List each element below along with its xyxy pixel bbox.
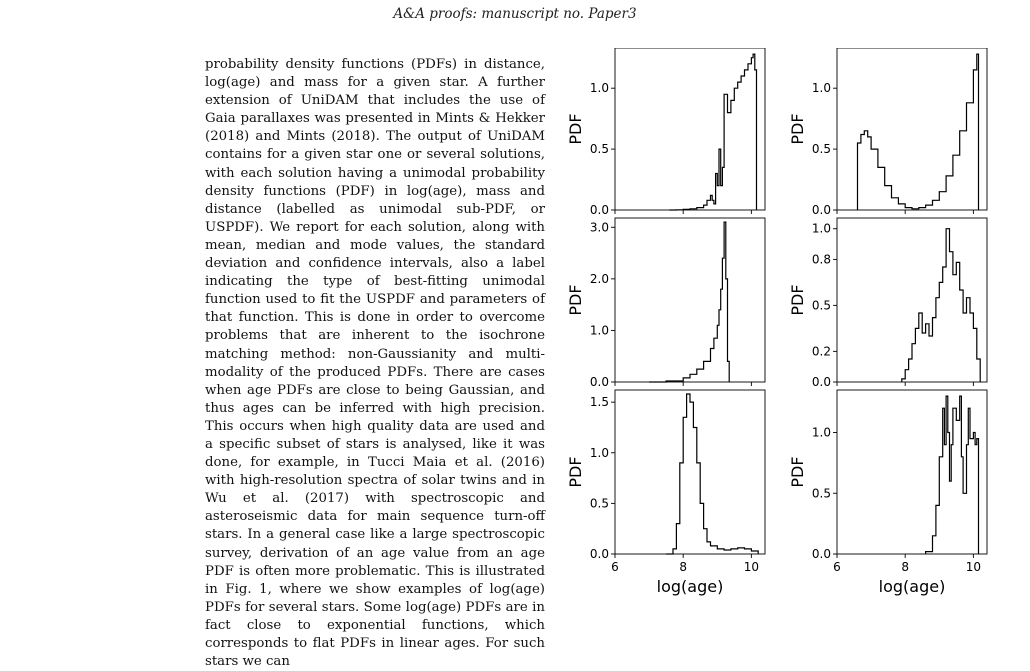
panel-top-left-ytick-label: 0.0 bbox=[589, 203, 609, 217]
panel-middle-right-ylabel: PDF bbox=[788, 284, 807, 316]
panel-bottom-right-ytick-label: 0.0 bbox=[811, 547, 831, 561]
panel-middle-right-ytick-label: 0.8 bbox=[811, 252, 831, 267]
figure-1 bbox=[560, 48, 1030, 608]
panel-bottom-right-xlabel: log(age) bbox=[878, 577, 946, 596]
panel-bottom-left-xlabel: log(age) bbox=[656, 577, 724, 596]
panel-middle-left-pdf-series bbox=[649, 222, 729, 382]
panel-top-left-pdf-series bbox=[670, 54, 757, 210]
panel-bottom-left-xtick-label: 10 bbox=[743, 560, 760, 574]
panel-top-right-ylabel: PDF bbox=[788, 113, 807, 145]
panel-middle-left-frame bbox=[615, 218, 765, 382]
panel-top-left-ytick-label: 0.5 bbox=[589, 142, 609, 157]
figure-1-svg bbox=[560, 48, 1030, 608]
panel-middle-right-ytick-label: 0.5 bbox=[811, 298, 831, 313]
panel-top-left-ylabel: PDF bbox=[566, 113, 585, 145]
panel-middle-right-ytick-label: 1.0 bbox=[811, 221, 831, 236]
panel-middle-left-ytick-label: 1.0 bbox=[589, 323, 609, 338]
panel-middle-left-ytick-label: 3.0 bbox=[589, 220, 609, 235]
panel-bottom-right-ytick-label: 1.0 bbox=[811, 425, 831, 440]
panel-bottom-left-ytick-label: 1.0 bbox=[589, 445, 609, 460]
panel-middle-left-ytick-label: 2.0 bbox=[589, 271, 609, 286]
panel-top-right-ytick-label: 0.5 bbox=[811, 142, 831, 157]
panel-middle-right-ytick-label: 0.0 bbox=[811, 375, 831, 389]
panel-bottom-right-xtick-label: 10 bbox=[965, 560, 982, 574]
panel-middle-right-pdf-series bbox=[902, 229, 980, 382]
panel-top-left-frame bbox=[615, 48, 765, 210]
panel-top-right-frame bbox=[837, 48, 987, 210]
panel-bottom-right-frame bbox=[837, 390, 987, 554]
panel-bottom-right-ylabel: PDF bbox=[788, 456, 807, 488]
panel-bottom-right-pdf-series bbox=[926, 396, 979, 554]
panel-bottom-left-ytick-label: 1.5 bbox=[589, 395, 609, 410]
panel-top-right-pdf-series bbox=[858, 54, 979, 210]
panel-bottom-right-xtick-label: 6 bbox=[833, 560, 841, 574]
body-text-column bbox=[205, 56, 545, 671]
panel-middle-left-ytick-label: 0.0 bbox=[589, 375, 609, 389]
running-header: A&A proofs: manuscript no. Paper3 bbox=[393, 6, 637, 22]
panel-bottom-right-ytick-label: 0.5 bbox=[811, 486, 831, 501]
panel-bottom-left-ytick-label: 0.0 bbox=[589, 547, 609, 561]
panel-bottom-left-xtick-label: 8 bbox=[679, 560, 688, 574]
panel-middle-left-ylabel: PDF bbox=[566, 284, 585, 316]
panel-bottom-left-xtick-label: 6 bbox=[611, 560, 619, 574]
panel-bottom-left-ylabel: PDF bbox=[566, 456, 585, 488]
panel-top-right-ytick-label: 1.0 bbox=[811, 81, 831, 96]
panel-bottom-right-xtick-label: 8 bbox=[901, 560, 910, 574]
panel-bottom-left-pdf-series bbox=[666, 394, 758, 554]
panel-middle-right-ytick-label: 0.2 bbox=[811, 344, 831, 359]
panel-top-left-ytick-label: 1.0 bbox=[589, 81, 609, 96]
panel-bottom-left-ytick-label: 0.5 bbox=[589, 496, 609, 511]
body-paragraph: probability density functions (PDFs) in distance, log(age) and mass for a given star. A further extension of UniDAM that includes the use of Gaia parallaxes was presented in Mints & Hekker (2018) and Mints (2018). The output of UniDAM contains for a given star one or several solutions, with each solution having a unimodal probability density functions (PDF) in log(age), mass and distance (labelled as unimodal sub-PDF, or USPDF). We report for each solution, along with mean, median and mode values, the standard deviation and confidence intervals, also a label indicating the type of best-fitting unimodal function used to fit the USPDF and parameters of that function. This is done in order to overcome problems that are inherent to the isochrone matching method: non-Gaussianity and multi-modality of the produced PDFs. There are cases when age PDFs are close to being Gaussian, and thus ages can be inferred with high precision. This occurs when high quality data are used and a specific subset of stars is analysed, like it was done, for example, in Tucci Maia et al. (2016) with high-resolution spectra of solar twins and in Wu et al. (2017) with spectroscopic and asteroseismic data for main sequence turn-off stars. In a general case like a large spectroscopic survey, derivation of an age value from an age PDF is often more problematic. This is illustrated in Fig. 1, where we show examples of log(age) PDFs for several stars. Some log(age) PDFs are in fact close to exponential functions, which corresponds to flat PDFs in linear ages. For such stars we can bbox=[205, 57, 545, 670]
panel-top-right-ytick-label: 0.0 bbox=[811, 203, 831, 217]
panel-bottom-left-frame bbox=[615, 390, 765, 554]
